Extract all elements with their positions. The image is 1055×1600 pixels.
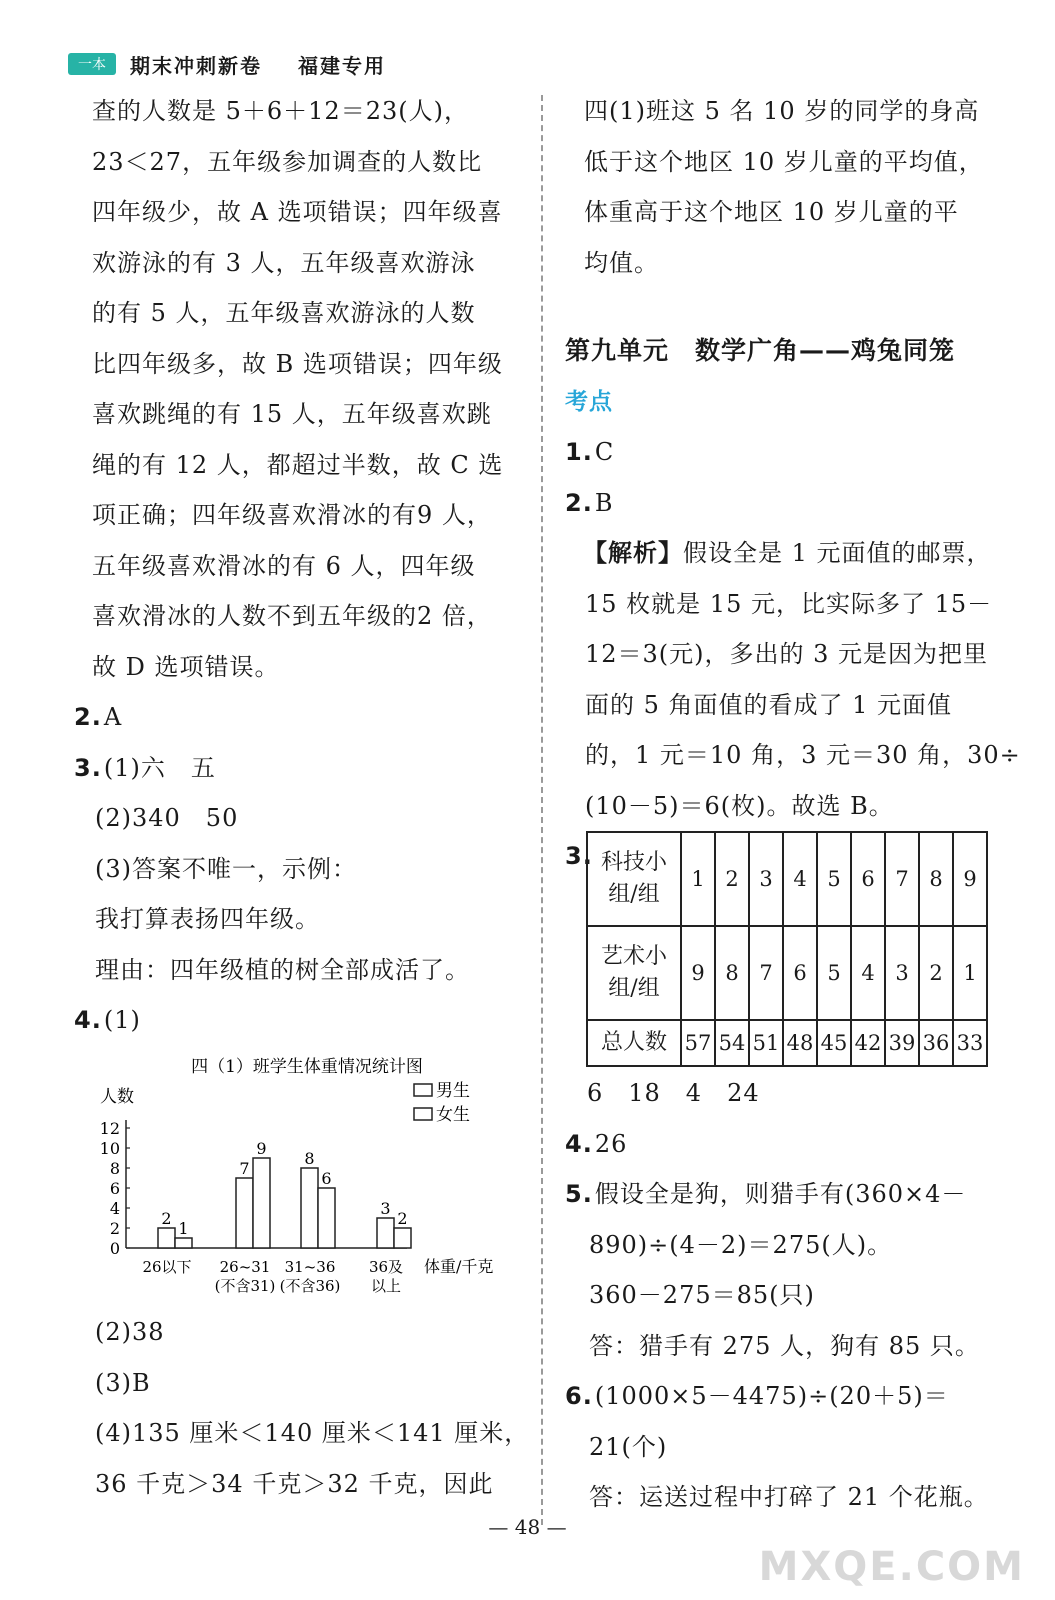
weight-bar-chart: [92, 1050, 522, 1310]
answer: (1)六 五: [103, 753, 216, 782]
text-line: 比四年级多，故 B 选项错误；四年级: [92, 349, 503, 378]
x-axis-label: 体重/千克: [424, 1257, 494, 1276]
left-column: [74, 86, 522, 1046]
y-tick-label: 4: [109, 1199, 120, 1218]
text-line: 的有 5 人，五年级喜欢游泳的人数: [92, 299, 476, 327]
answer-line: 理由：四年级植的树全部成活了。: [95, 955, 470, 984]
left-column-bottom: [92, 1307, 530, 1509]
x-labels: [142, 1258, 403, 1295]
answer: B: [594, 488, 614, 517]
table-cell: 4: [783, 832, 817, 926]
question-number: 2.: [74, 703, 102, 731]
question-5: [565, 1169, 1010, 1220]
table-cell: 1: [953, 926, 987, 1020]
table-cell: 33: [953, 1020, 987, 1066]
answer-line: 答：猎手有 275 人，狗有 85 只。: [589, 1331, 980, 1360]
x-tick-sublabel: (不含31): [214, 1277, 276, 1295]
answer-line: 21(个): [589, 1432, 668, 1461]
unit-title: 第九单元 数学广角——鸡兔同笼: [565, 336, 956, 365]
legend-girls: 女生: [436, 1105, 470, 1125]
text-line: 五年级喜欢滑冰的有 6 人，四年级: [92, 551, 476, 580]
chart-legend: [414, 1081, 470, 1125]
x-tick-label: 36及: [368, 1258, 404, 1276]
text-line: 故 D 选项错误。: [92, 652, 280, 681]
table-cell: 2: [919, 926, 953, 1020]
x-tick-sublabel: 以上: [370, 1277, 402, 1295]
bar-value-label: 2: [397, 1209, 408, 1228]
region-label: 福建专用: [298, 53, 386, 78]
legend-swatch-girls: [414, 1108, 432, 1120]
row-header: [587, 832, 681, 926]
x-tick-label: 26以下: [142, 1258, 192, 1276]
table-cell: 7: [885, 832, 919, 926]
bar-value-label: 6: [321, 1169, 332, 1188]
section-label: 考点: [565, 388, 613, 415]
table-cell: 5: [817, 832, 851, 926]
question-number: 5.: [565, 1180, 593, 1208]
question-number: 4.: [565, 1129, 593, 1158]
text-line: 绳的有 12 人，都超过半数，故 C 选: [92, 450, 504, 479]
book-title: 期末冲刺新卷: [130, 53, 262, 78]
explanation-line: 12＝3(元)，多出的 3 元是因为把里: [585, 640, 989, 668]
bar-girls: [175, 1238, 192, 1248]
y-tick-label: 12: [99, 1119, 120, 1138]
answer-line: 我打算表扬四年级。: [95, 905, 320, 933]
table-row: [587, 1020, 987, 1066]
table-cell: 9: [953, 832, 987, 926]
x-tick-sublabel: (不含36): [279, 1277, 341, 1295]
explanation-text: 假设全是 1 元面值的邮票，: [683, 539, 992, 567]
y-tick-label: 0: [109, 1239, 120, 1258]
table-cell: 6: [783, 926, 817, 1020]
explanation-line: [565, 528, 1010, 579]
right-column: [565, 326, 1021, 882]
right-column-top: [584, 86, 1029, 288]
header-text: 组/组: [608, 882, 660, 907]
table-cell: 6: [851, 832, 885, 926]
answer: (1): [103, 1006, 141, 1034]
y-tick-label: 2: [109, 1219, 120, 1238]
bar-value-label: 7: [239, 1159, 250, 1178]
question-3: [74, 743, 522, 794]
explanation-line: 面的 5 角面值的看成了 1 元面值: [585, 690, 953, 719]
table-cell: 51: [749, 1020, 783, 1066]
bar-boys: [158, 1228, 175, 1248]
question-6: [565, 1371, 1010, 1422]
text-line: 喜欢滑冰的人数不到五年级的2 倍，: [92, 602, 492, 630]
question-number: 3.: [565, 842, 593, 870]
question-number: 4.: [74, 1006, 102, 1034]
y-axis-label: 人数: [100, 1087, 134, 1107]
answer: 26: [594, 1129, 628, 1158]
text-line: 欢游泳的有 3 人，五年级喜欢游泳: [92, 248, 476, 277]
table-cell: 54: [715, 1020, 749, 1066]
answer-line: 890)÷(4－2)＝275(人)。: [589, 1230, 893, 1259]
table-cell: 3: [885, 926, 919, 1020]
chart-title: 四（1）班学生体重情况统计图: [191, 1057, 423, 1077]
table-cell: 57: [681, 1020, 715, 1066]
bars: [158, 1139, 411, 1248]
answer-line: 36 千克＞34 千克＞32 千克，因此: [95, 1469, 494, 1498]
header-text: 组/组: [608, 976, 660, 1001]
watermark: MXQE.COM: [758, 1544, 1025, 1590]
bar-boys: [377, 1218, 394, 1248]
legend-boys: 男生: [436, 1081, 470, 1101]
right-column-bottom: [565, 1068, 1010, 1523]
table-cell: 48: [783, 1020, 817, 1066]
bar-value-label: 8: [304, 1149, 315, 1168]
answer-line: (2)340 50: [95, 804, 239, 832]
table-cell: 1: [681, 832, 715, 926]
question-2: [565, 478, 1010, 529]
answer: A: [103, 703, 123, 731]
answer: (1000×5－4475)÷(20＋5)＝: [594, 1382, 949, 1410]
bar-girls: [318, 1188, 335, 1248]
answer-line: (2)38: [95, 1318, 165, 1346]
text-line: 四(1)班这 5 名 10 岁的同学的身高: [584, 97, 980, 125]
table-cell: 7: [749, 926, 783, 1020]
question-number: 2.: [565, 488, 593, 517]
table-cell: 45: [817, 1020, 851, 1066]
row-header: 总人数: [587, 1020, 681, 1066]
table-cell: 3: [749, 832, 783, 926]
question-2: [74, 692, 522, 743]
y-tick-label: 6: [109, 1179, 120, 1198]
table-cell: 39: [885, 1020, 919, 1066]
answer-line: (3)B: [95, 1368, 151, 1397]
question-number: 1.: [565, 438, 593, 466]
question-number: 3.: [74, 753, 102, 782]
x-tick-label: 31~36: [284, 1258, 336, 1276]
bar-boys: [301, 1168, 318, 1248]
y-tick-label: 8: [109, 1159, 120, 1178]
answer-line: 答：运送过程中打碎了 21 个花瓶。: [589, 1483, 989, 1511]
explanation-line: (10－5)＝6(枚)。故选 B。: [585, 791, 894, 820]
x-tick-label: 26~31: [219, 1258, 271, 1276]
bar-boys: [236, 1178, 253, 1248]
question-4: [74, 995, 522, 1046]
question-4: [565, 1119, 1010, 1170]
text-line: 四年级少，故 A 选项错误；四年级喜: [92, 198, 503, 226]
explanation-line: 的，1 元＝10 角，3 元＝30 角，30÷: [585, 741, 1021, 769]
table-cell: 9: [681, 926, 715, 1020]
y-tick-label: 10: [99, 1139, 120, 1158]
brand-logo: 一本: [68, 53, 116, 75]
table-cell: 36: [919, 1020, 953, 1066]
table-cell: 2: [715, 832, 749, 926]
bar-value-label: 2: [161, 1209, 172, 1228]
text-line: 体重高于这个地区 10 岁儿童的平: [584, 198, 959, 226]
table-cell: 8: [919, 832, 953, 926]
text-line: 低于这个地区 10 岁儿童的平均值，: [584, 147, 984, 176]
answer-line: 6 18 4 24: [587, 1079, 760, 1107]
column-divider: [541, 95, 543, 1525]
question-number: 6.: [565, 1382, 593, 1410]
header-text: 科技小: [600, 850, 667, 875]
answer: 假设全是狗，则猎手有(360×4－: [594, 1180, 967, 1208]
text-line: 均值。: [584, 248, 659, 277]
table-row: [587, 926, 987, 1020]
answer-line: (3)答案不唯一，示例：: [95, 854, 357, 883]
table-cell: 42: [851, 1020, 885, 1066]
question-1: [565, 427, 1010, 478]
explanation-line: 15 枚就是 15 元，比实际多了 15－: [585, 589, 993, 618]
page-number: — 48 —: [488, 1515, 567, 1539]
explanation-tag: 【解析】: [583, 539, 683, 567]
bar-value-label: 1: [178, 1219, 189, 1238]
answer: C: [594, 438, 615, 466]
bar-girls: [394, 1228, 411, 1248]
bar-girls: [253, 1158, 270, 1248]
legend-swatch-boys: [414, 1084, 432, 1096]
table-cell: 4: [851, 926, 885, 1020]
text-line: 23＜27，五年级参加调查的人数比: [92, 147, 483, 176]
text-line: 项正确；四年级喜欢滑冰的有9 人，: [92, 501, 492, 529]
table-row: [587, 832, 987, 926]
bar-value-label: 9: [256, 1139, 267, 1158]
text-line: 喜欢跳绳的有 15 人，五年级喜欢跳: [92, 400, 492, 428]
table-cell: 5: [817, 926, 851, 1020]
row-header: [587, 926, 681, 1020]
answer-line: (4)135 厘米＜140 厘米＜141 厘米，: [95, 1419, 530, 1447]
answer-line: 360－275＝85(只): [589, 1281, 815, 1309]
group-table: [586, 831, 988, 1067]
text-line: 查的人数是 5＋6＋12＝23(人)，: [92, 97, 469, 125]
page-header: [68, 50, 386, 78]
header-text: 艺术小: [600, 944, 667, 969]
table-cell: 8: [715, 926, 749, 1020]
bar-value-label: 3: [380, 1199, 391, 1218]
